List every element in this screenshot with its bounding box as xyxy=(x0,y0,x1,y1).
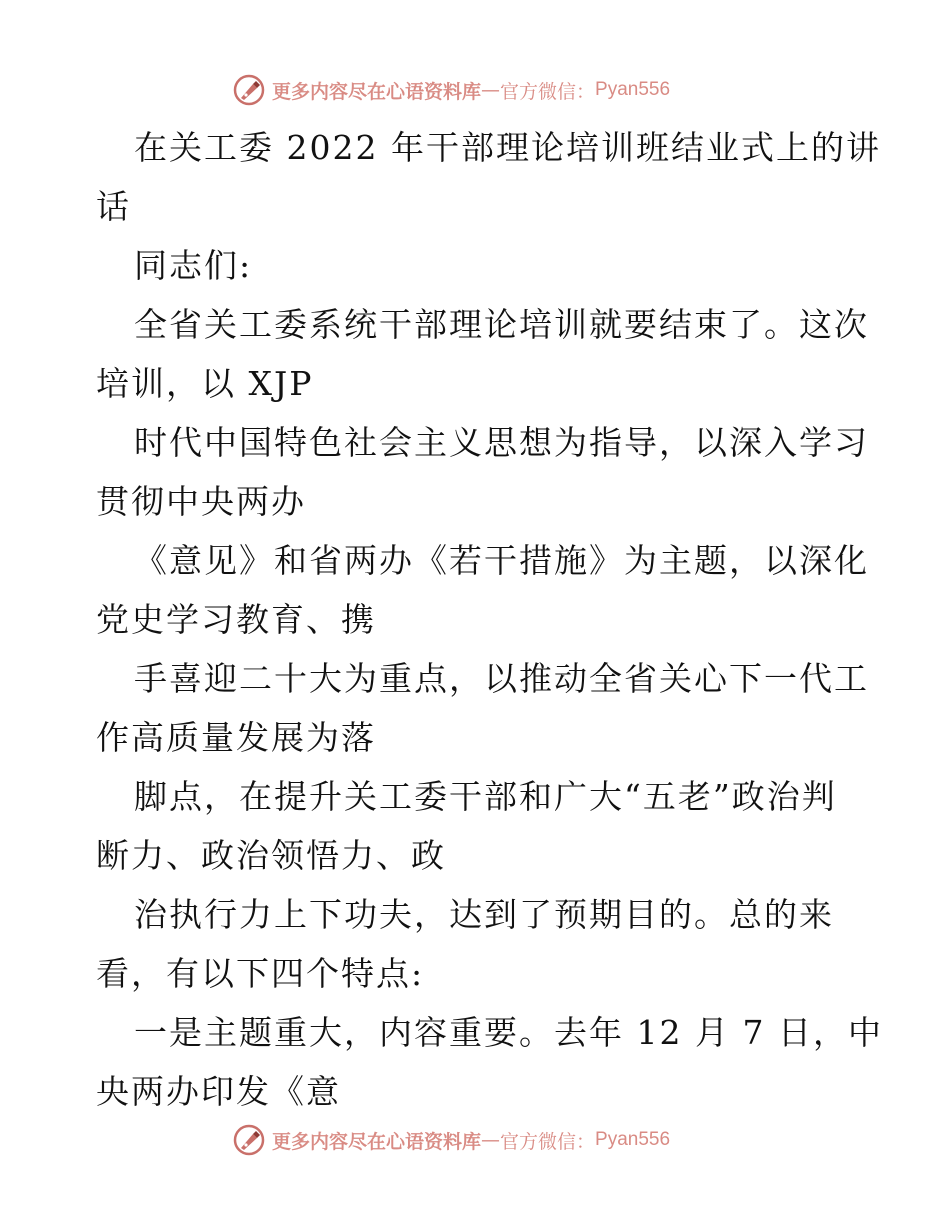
watermark-wechat-id: Pyan556 xyxy=(595,1129,671,1150)
text-line: 断力、政治领悟力、政 xyxy=(96,836,446,875)
text-line: 同志们: xyxy=(134,246,253,285)
text-line: 脚点，在提升关工委干部和广大“五老”政治判 xyxy=(134,777,837,816)
text-line: 央两办印发《意 xyxy=(96,1072,341,1111)
text-line: 看，有以下四个特点: xyxy=(96,954,425,993)
text-line: 培训，以 XJP xyxy=(96,364,314,403)
text-line: 在关工委 2022 年干部理论培训班结业式上的讲 xyxy=(134,128,881,167)
watermark-separator: — xyxy=(481,79,501,101)
footer-watermark xyxy=(232,1120,732,1160)
text-line: 治执行力上下功夫，达到了预期目的。总的来 xyxy=(134,895,834,934)
pen-nib-logo-icon xyxy=(232,73,266,107)
text-line: 话 xyxy=(96,187,131,226)
text-line: 贯彻中央两办 xyxy=(96,482,306,521)
text-line: 一是主题重大，内容重要。去年 12 月 7 日，中 xyxy=(134,1013,883,1052)
text-line: 《意见》和省两办《若干措施》为主题，以深化 xyxy=(134,541,869,580)
header-watermark xyxy=(232,70,732,110)
text-line: 手喜迎二十大为重点，以推动全省关心下一代工 xyxy=(134,659,869,698)
pen-nib-logo-icon xyxy=(232,1123,266,1157)
text-line: 时代中国特色社会主义思想为指导，以深入学习 xyxy=(134,423,869,462)
watermark-brand: 更多内容尽在心语资料库 xyxy=(272,1130,482,1153)
watermark-official-label: 官方微信： xyxy=(500,1130,596,1153)
text-line: 党史学习教育、携 xyxy=(96,600,376,639)
watermark-brand: 更多内容尽在心语资料库 xyxy=(272,80,482,103)
watermark-wechat-id: Pyan556 xyxy=(595,79,671,100)
watermark-official-label: 官方微信： xyxy=(500,80,596,103)
watermark-separator: — xyxy=(481,1129,501,1151)
text-line: 作高质量发展为落 xyxy=(96,718,376,757)
text-line: 全省关工委系统干部理论培训就要结束了。这次 xyxy=(134,305,869,344)
speech-body xyxy=(96,118,883,1121)
